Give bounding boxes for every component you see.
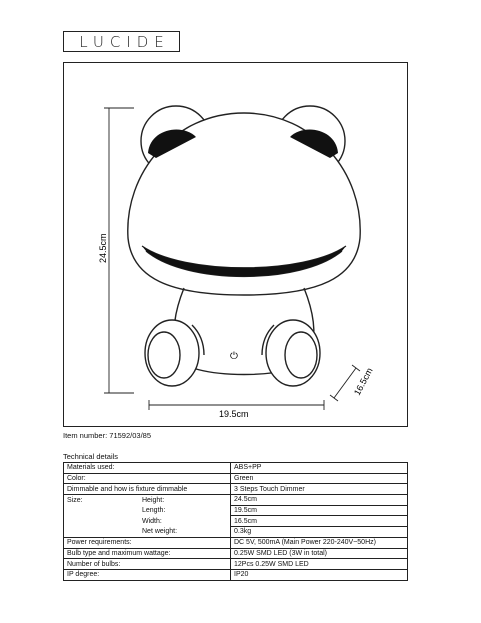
table-row [64,559,408,570]
spec-label [64,548,231,559]
spec-label-text: Size: [67,496,83,504]
table-row [64,505,408,516]
product-drawing [63,62,408,427]
spec-sublabel: Width: [142,517,162,525]
spec-label-text: Color: [67,475,86,483]
spec-value: 24.5cm [231,495,408,506]
spec-label-text: Dimmable and how is fixture dimmable [67,485,188,493]
spec-value: 3 Steps Touch Dimmer [231,484,408,495]
spec-label-text: Bulb type and maximum wattage: [67,549,171,557]
width-dimension-label: 19.5cm [219,409,249,419]
spec-label [64,537,231,548]
spec-label-text: Materials used: [67,464,115,472]
spec-value: DC 5V, 500mA (Main Power 220-240V~50Hz) [231,537,408,548]
spec-label [64,463,231,474]
table-row [64,463,408,474]
spec-value: ABS+PP [231,463,408,474]
spec-label [64,569,231,580]
spec-label-text: IP degree: [67,571,100,579]
spec-label-text: Power requirements: [67,539,132,547]
power-icon: ⏻ [230,351,238,362]
spec-sublabel: Net weight: [142,528,178,536]
spec-label [64,495,231,506]
item-number [63,431,151,440]
spec-value: 0.3kg [231,527,408,538]
item-number-label: Item number: [63,431,108,440]
spec-value: Green [231,473,408,484]
table-row [64,569,408,580]
technical-details-table [63,462,408,581]
spec-sublabel: Length: [142,507,166,515]
item-number-value: 71592/03/85 [109,431,151,440]
lucide-logo: LUCIDE [63,31,180,52]
frog-lamp-drawing [64,63,409,428]
height-dimension-label: 24.5cm [98,233,108,263]
spec-value: IP20 [231,569,408,580]
spec-label-text: Number of bulbs: [67,560,121,568]
spec-value: 19.5cm [231,505,408,516]
table-row [64,473,408,484]
spec-value: 12Pcs 0.25W SMD LED [231,559,408,570]
spec-label [64,473,231,484]
table-row [64,484,408,495]
spec-value: 16.5cm [231,516,408,527]
depth-dimension-label: 16.5cm [351,366,375,397]
table-row [64,516,408,527]
spec-label [64,516,231,527]
spec-label [64,527,231,538]
spec-value: 0.25W SMD LED (3W in total) [231,548,408,559]
spec-label [64,505,231,516]
table-row [64,537,408,548]
table-row [64,548,408,559]
spec-sublabel: Height: [142,496,165,504]
table-row [64,495,408,506]
table-row [64,527,408,538]
spec-label [64,559,231,570]
spec-label [64,484,231,495]
technical-details-title: Technical details [63,452,119,461]
